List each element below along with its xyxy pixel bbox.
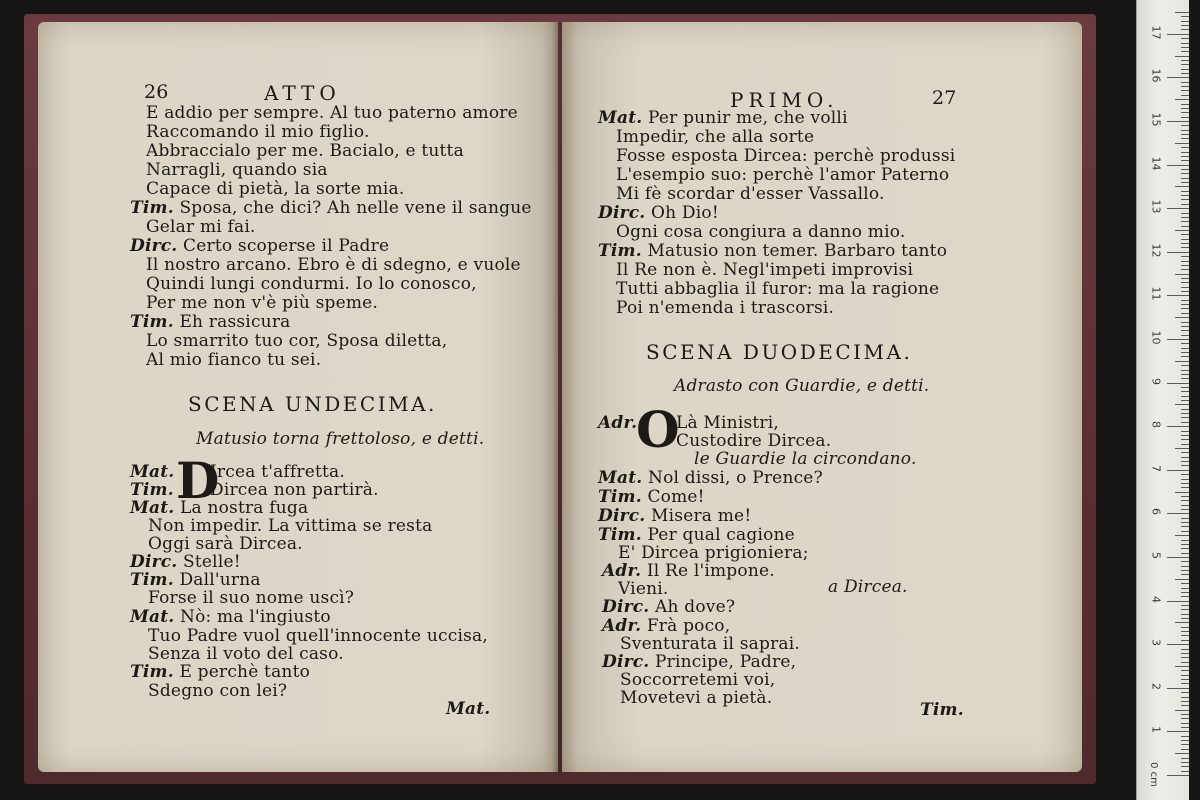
verse-line: Abbraccialo per me. Bacialo, e tutta	[146, 141, 464, 161]
ruler-tick	[1181, 526, 1189, 527]
ruler-tick	[1181, 204, 1189, 205]
ruler-tick	[1181, 64, 1189, 65]
ruler-tick	[1167, 339, 1189, 340]
ruler-tick	[1181, 313, 1189, 314]
ruler-tick	[1181, 378, 1189, 379]
ruler-tick	[1167, 731, 1189, 732]
ruler-number: 4	[1149, 595, 1163, 603]
page-number: 27	[932, 87, 957, 109]
ruler-tick	[1181, 596, 1189, 597]
ruler-tick	[1181, 496, 1189, 497]
speaker-label: Tim.	[130, 312, 174, 332]
ruler-tick	[1175, 317, 1189, 318]
verse-line: Forse il suo nome uscì?	[148, 588, 355, 608]
ruler-tick	[1181, 243, 1189, 244]
ruler-number: 16	[1149, 68, 1163, 83]
speaker-line: Tim. Sposa, che dici? Ah nelle vene il sangue	[130, 198, 532, 218]
ruler-tick	[1167, 34, 1189, 35]
running-head: PRIMO.	[730, 88, 839, 112]
ruler-tick	[1181, 771, 1189, 772]
ruler-tick	[1175, 753, 1189, 754]
ruler-tick	[1181, 409, 1189, 410]
ruler-tick	[1175, 622, 1189, 623]
ruler-tick	[1181, 108, 1189, 109]
speaker-line: Mat. La nostra fuga	[130, 498, 309, 518]
ruler-tick	[1181, 574, 1189, 575]
ruler-tick	[1181, 117, 1189, 118]
ruler-tick	[1181, 435, 1189, 436]
verse-line: Movetevi a pietà.	[620, 688, 773, 708]
verse-line: Ircea t'affretta.	[210, 462, 345, 482]
ruler-tick	[1181, 500, 1189, 501]
ruler-tick	[1181, 199, 1189, 200]
verse-line: Narragli, quando sia	[146, 160, 328, 180]
ruler-tick	[1181, 627, 1189, 628]
measuring-ruler	[1136, 0, 1189, 800]
ruler-tick	[1181, 483, 1189, 484]
verse-line: Ogni cosa congiura a danno mio.	[616, 222, 906, 242]
speaker-line: Mat. Nò: ma l'ingiusto	[130, 607, 331, 627]
ruler-tick	[1181, 391, 1189, 392]
drop-cap: D	[176, 451, 220, 510]
ruler-tick	[1181, 675, 1189, 676]
speaker-label: Adr.	[598, 413, 638, 433]
ruler-tick	[1181, 657, 1189, 658]
verse-line: E addio per sempre. Al tuo paterno amore	[146, 103, 518, 123]
speaker-label: Tim.	[598, 525, 642, 545]
ruler-tick	[1181, 744, 1189, 745]
ruler-tick	[1181, 400, 1189, 401]
ruler-tick	[1181, 653, 1189, 654]
ruler-tick	[1181, 697, 1189, 698]
ruler-tick	[1181, 374, 1189, 375]
ruler-tick	[1181, 570, 1189, 571]
ruler-tick	[1181, 60, 1189, 61]
speaker-line: Mat. Nol dissi, o Prence?	[598, 468, 823, 488]
ruler-tick	[1181, 352, 1189, 353]
verse-line: Tutti abbaglia il furor: ma la ragione	[616, 279, 940, 299]
ruler-tick	[1167, 208, 1189, 209]
verse-line: Raccomando il mio figlio.	[146, 122, 370, 142]
ruler-tick	[1181, 261, 1189, 262]
ruler-tick	[1181, 43, 1189, 44]
ruler-tick	[1167, 121, 1189, 122]
ruler-tick	[1175, 535, 1189, 536]
ruler-tick	[1181, 82, 1189, 83]
ruler-number: 6	[1149, 508, 1163, 516]
speaker-line: Mat. Per punir me, che volli	[598, 108, 848, 128]
verse-line: Dircea non partirà.	[210, 480, 379, 500]
ruler-tick	[1181, 518, 1189, 519]
ruler-tick	[1167, 77, 1189, 78]
ruler-tick	[1181, 461, 1189, 462]
speaker-line	[130, 482, 174, 499]
ruler-tick	[1181, 683, 1189, 684]
speaker-line: Adr. Frà poco,	[602, 616, 731, 636]
speaker-line: Dirc. Oh Dio!	[598, 203, 719, 223]
ruler-number: 13	[1149, 199, 1163, 214]
ruler-tick	[1181, 540, 1189, 541]
ruler-tick	[1181, 583, 1189, 584]
verse-line: Oggi sarà Dircea.	[148, 534, 303, 554]
running-head: ATTO	[264, 81, 341, 105]
verse-line: L'esempio suo: perchè l'amor Paterno	[616, 165, 950, 185]
ruler-tick	[1181, 740, 1189, 741]
ruler-tick	[1167, 252, 1189, 253]
ruler-number: 14	[1149, 156, 1163, 171]
ruler-tick	[1175, 492, 1189, 493]
speaker-label: Adr.	[602, 561, 642, 581]
ruler-tick	[1181, 531, 1189, 532]
ruler-tick	[1181, 69, 1189, 70]
ruler-tick	[1181, 548, 1189, 549]
ruler-tick	[1181, 413, 1189, 414]
ruler-number: 2	[1149, 682, 1163, 690]
right-page	[562, 22, 1082, 772]
ruler-tick	[1181, 505, 1189, 506]
ruler-number: 12	[1149, 243, 1163, 258]
ruler-tick	[1181, 287, 1189, 288]
verse-line: Lo smarrito tuo cor, Sposa diletta,	[146, 331, 448, 351]
speaker-label: Tim.	[130, 480, 174, 500]
speaker-line: Dirc. Misera me!	[598, 506, 752, 526]
speaker-line: Dirc. Principe, Padre,	[602, 652, 797, 672]
speaker-label: Tim.	[598, 241, 642, 261]
speaker-label: Dirc.	[598, 203, 646, 223]
ruler-tick	[1181, 444, 1189, 445]
ruler-tick	[1181, 247, 1189, 248]
ruler-number: 11	[1149, 286, 1163, 301]
speaker-label: Dirc.	[130, 236, 178, 256]
ruler-tick	[1181, 387, 1189, 388]
ruler-tick	[1181, 701, 1189, 702]
ruler-tick	[1181, 269, 1189, 270]
ruler-tick	[1181, 104, 1189, 105]
ruler-tick	[1181, 152, 1189, 153]
ruler-tick	[1181, 178, 1189, 179]
ruler-tick	[1181, 635, 1189, 636]
verse-line: Sventurata il saprai.	[620, 634, 800, 654]
ruler-tick	[1181, 265, 1189, 266]
speaker-label: Tim.	[130, 570, 174, 590]
ruler-tick	[1181, 723, 1189, 724]
ruler-tick	[1181, 766, 1189, 767]
ruler-tick	[1181, 134, 1189, 135]
ruler-tick	[1181, 86, 1189, 87]
ruler-tick	[1181, 239, 1189, 240]
ruler-tick	[1181, 51, 1189, 52]
ruler-unit-label: 0 cm	[1147, 762, 1159, 787]
speaker-label: Tim.	[598, 487, 642, 507]
ruler-tick	[1181, 73, 1189, 74]
ruler-tick	[1175, 143, 1189, 144]
ruler-tick	[1167, 688, 1189, 689]
speaker-line: Tim. Eh rassicura	[130, 312, 291, 332]
catchword: Tim.	[920, 700, 964, 720]
verse-line: Gelar mi fai.	[146, 217, 256, 237]
speaker-label: Mat.	[598, 108, 643, 128]
ruler-tick	[1181, 370, 1189, 371]
ruler-tick	[1181, 217, 1189, 218]
ruler-tick	[1181, 130, 1189, 131]
ruler-tick	[1181, 487, 1189, 488]
ruler-tick	[1181, 291, 1189, 292]
ruler-tick	[1181, 705, 1189, 706]
verse-line: Là Ministri,	[676, 413, 779, 433]
ruler-number: 1	[1149, 726, 1163, 734]
ruler-number: 10	[1149, 330, 1163, 345]
ruler-tick	[1181, 278, 1189, 279]
ruler-tick	[1181, 727, 1189, 728]
ruler-tick	[1175, 12, 1189, 13]
ruler-tick	[1175, 579, 1189, 580]
ruler-tick	[1181, 213, 1189, 214]
ruler-number: 3	[1149, 639, 1163, 647]
ruler-tick	[1181, 282, 1189, 283]
ruler-tick	[1175, 230, 1189, 231]
verse-line: Tuo Padre vuol quell'innocente uccisa,	[148, 626, 488, 646]
ruler-number: 7	[1149, 464, 1163, 472]
ruler-tick	[1181, 356, 1189, 357]
speaker-label: Mat.	[130, 607, 175, 627]
speaker-line	[130, 464, 174, 481]
scene-title: SCENA UNDECIMA.	[188, 392, 437, 416]
ruler-tick	[1181, 544, 1189, 545]
ruler-tick	[1175, 710, 1189, 711]
speaker-line: Adr. Il Re l'impone.	[602, 561, 775, 581]
verse-line: E' Dircea prigioniera;	[618, 543, 809, 563]
speaker-line: Tim. Per qual cagione	[598, 525, 795, 545]
scene-subtitle: Matusio torna frettoloso, e detti.	[196, 429, 485, 449]
ruler-tick	[1181, 762, 1189, 763]
ruler-tick	[1181, 138, 1189, 139]
ruler-tick	[1181, 335, 1189, 336]
stage-direction-aside: a Dircea.	[828, 577, 908, 597]
ruler-tick	[1181, 21, 1189, 22]
ruler-tick	[1181, 221, 1189, 222]
ruler-tick	[1181, 322, 1189, 323]
ruler-tick	[1181, 736, 1189, 737]
catchword: Mat.	[446, 699, 491, 719]
ruler-tick	[1181, 457, 1189, 458]
ruler-tick	[1181, 422, 1189, 423]
ruler-tick	[1175, 666, 1189, 667]
verse-line: Per me non v'è più speme.	[146, 293, 379, 313]
speaker-line: Tim. Dall'urna	[130, 570, 261, 590]
ruler-tick	[1181, 479, 1189, 480]
ruler-tick	[1175, 99, 1189, 100]
speaker-label: Dirc.	[130, 552, 178, 572]
ruler-tick	[1181, 95, 1189, 96]
ruler-tick	[1181, 439, 1189, 440]
ruler-tick	[1181, 191, 1189, 192]
verse-line: Il nostro arcano. Ebro è di sdegno, e vuole	[146, 255, 521, 275]
ruler-number: 17	[1149, 25, 1163, 40]
ruler-tick	[1181, 758, 1189, 759]
verse-line: Il Re non è. Negl'impeti improvisi	[616, 260, 914, 280]
ruler-tick	[1181, 90, 1189, 91]
ruler-tick	[1181, 147, 1189, 148]
verse-line: Al mio fianco tu sei.	[146, 350, 322, 370]
ruler-tick	[1181, 16, 1189, 17]
ruler-number: 15	[1149, 112, 1163, 127]
ruler-tick	[1167, 165, 1189, 166]
ruler-tick	[1175, 448, 1189, 449]
ruler-tick	[1181, 553, 1189, 554]
ruler-tick	[1181, 692, 1189, 693]
verse-line: Non impedir. La vittima se resta	[148, 516, 433, 536]
verse-line: Sdegno con lei?	[148, 681, 288, 701]
verse-line: Impedir, che alla sorte	[616, 127, 815, 147]
speaker-label: Dirc.	[602, 652, 650, 672]
ruler-tick	[1175, 274, 1189, 275]
ruler-tick	[1181, 618, 1189, 619]
ruler-tick	[1181, 465, 1189, 466]
ruler-tick	[1167, 557, 1189, 558]
page-number: 26	[144, 81, 169, 103]
speaker-line: Tim. E perchè tanto	[130, 662, 311, 682]
ruler-tick	[1181, 308, 1189, 309]
ruler-tick	[1181, 29, 1189, 30]
ruler-tick	[1181, 125, 1189, 126]
ruler-tick	[1167, 601, 1189, 602]
ruler-tick	[1181, 300, 1189, 301]
ruler-tick	[1181, 566, 1189, 567]
ruler-tick	[1167, 295, 1189, 296]
speaker-line: Tim. Matusio non temer. Barbaro tanto	[598, 241, 948, 261]
verse-line: Custodire Dircea.	[676, 431, 832, 451]
ruler-tick	[1181, 509, 1189, 510]
verse-line: Capace di pietà, la sorte mia.	[146, 179, 405, 199]
ruler-tick	[1181, 605, 1189, 606]
verse-line: Poi n'emenda i trascorsi.	[616, 298, 835, 318]
scene-title: SCENA DUODECIMA.	[646, 340, 913, 364]
stage-direction: le Guardie la circondano.	[694, 449, 917, 469]
ruler-tick	[1167, 426, 1189, 427]
speaker-line: Dirc. Stelle!	[130, 552, 241, 572]
speaker-label: Mat.	[130, 462, 175, 482]
ruler-tick	[1175, 56, 1189, 57]
speaker-label: Tim.	[130, 662, 174, 682]
speaker-label: Mat.	[598, 468, 643, 488]
ruler-tick	[1181, 452, 1189, 453]
ruler-number: 9	[1149, 377, 1163, 385]
ruler-tick	[1181, 173, 1189, 174]
verse-line: Senza il voto del caso.	[148, 644, 344, 664]
ruler-tick	[1181, 670, 1189, 671]
ruler-tick	[1181, 195, 1189, 196]
ruler-tick	[1181, 182, 1189, 183]
speaker-label: Mat.	[130, 498, 175, 518]
ruler-number: 5	[1149, 552, 1163, 559]
ruler-tick	[1181, 631, 1189, 632]
verse-line: Fosse esposta Dircea: perchè produssi	[616, 146, 956, 166]
verse-line: Mi fè scordar d'esser Vassallo.	[616, 184, 885, 204]
ruler-tick	[1167, 775, 1189, 776]
speaker-label: Tim.	[130, 198, 174, 218]
speaker-line: Dirc. Ah dove?	[602, 597, 736, 617]
ruler-tick	[1175, 186, 1189, 187]
ruler-tick	[1181, 396, 1189, 397]
scene-subtitle: Adrasto con Guardie, e detti.	[674, 376, 930, 396]
verse-line: Quindi lungi condurmi. Io lo conosco,	[146, 274, 477, 294]
ruler-tick	[1181, 365, 1189, 366]
ruler-tick	[1181, 417, 1189, 418]
ruler-tick	[1181, 330, 1189, 331]
ruler-tick	[1167, 513, 1189, 514]
ruler-tick	[1181, 160, 1189, 161]
left-page	[38, 22, 558, 772]
ruler-tick	[1175, 361, 1189, 362]
ruler-tick	[1181, 234, 1189, 235]
speaker-label: Dirc.	[598, 506, 646, 526]
speaker-line	[598, 415, 637, 432]
speaker-line: Dirc. Certo scoperse il Padre	[130, 236, 390, 256]
ruler-tick	[1181, 614, 1189, 615]
verse-line: Vieni.	[618, 579, 669, 599]
speaker-label: Dirc.	[602, 597, 650, 617]
ruler-tick	[1181, 561, 1189, 562]
ruler-tick	[1181, 714, 1189, 715]
ruler-tick	[1181, 226, 1189, 227]
ruler-tick	[1181, 474, 1189, 475]
ruler-tick	[1167, 383, 1189, 384]
ruler-tick	[1181, 609, 1189, 610]
drop-cap: O	[636, 400, 680, 459]
ruler-tick	[1175, 404, 1189, 405]
ruler-tick	[1181, 343, 1189, 344]
ruler-tick	[1181, 679, 1189, 680]
ruler-tick	[1181, 47, 1189, 48]
ruler-tick	[1181, 38, 1189, 39]
ruler-tick	[1181, 156, 1189, 157]
ruler-tick	[1181, 749, 1189, 750]
ruler-tick	[1181, 431, 1189, 432]
ruler-tick	[1181, 662, 1189, 663]
ruler-tick	[1181, 522, 1189, 523]
ruler-tick	[1167, 644, 1189, 645]
ruler-number: 8	[1149, 421, 1163, 429]
ruler-tick	[1181, 718, 1189, 719]
ruler-tick	[1181, 348, 1189, 349]
ruler-tick	[1181, 640, 1189, 641]
ruler-tick	[1181, 649, 1189, 650]
ruler-tick	[1181, 592, 1189, 593]
ruler-tick	[1167, 470, 1189, 471]
ruler-tick	[1181, 326, 1189, 327]
speaker-label: Adr.	[602, 616, 642, 636]
speaker-line: Tim. Come!	[598, 487, 705, 507]
ruler-tick	[1181, 169, 1189, 170]
ruler-tick	[1181, 304, 1189, 305]
ruler-tick	[1181, 25, 1189, 26]
ruler-tick	[1181, 112, 1189, 113]
ruler-tick	[1181, 588, 1189, 589]
ruler-tick	[1181, 256, 1189, 257]
verse-line: Soccorretemi voi,	[620, 670, 776, 690]
